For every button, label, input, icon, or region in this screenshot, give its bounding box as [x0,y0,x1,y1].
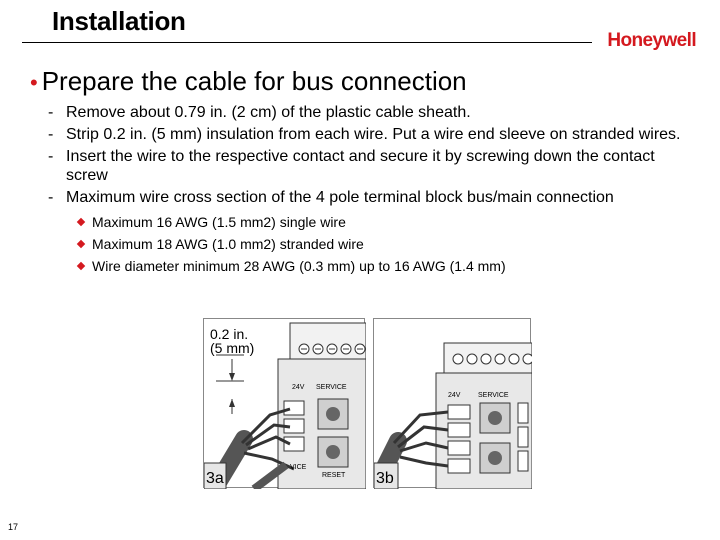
dash-icon: - [48,104,54,121]
dash-icon: - [48,148,54,165]
diamond-bullet-icon [77,262,85,270]
label-24v: 24V [292,384,305,391]
sub-bullet-item [48,188,698,207]
figure-3b-illustration [374,319,532,489]
label-24v: 24V [448,392,461,399]
figure-tag-3a: 3a [206,470,224,487]
sub-bullet-item [48,103,698,122]
dash-icon: - [48,126,54,143]
title-divider [22,42,592,43]
main-bullet-text: Prepare the cable for bus connection [41,66,467,96]
dimension-label-mm: (5 mm) [210,340,255,356]
sub-sub-bullet-list [76,211,698,277]
main-bullet [30,66,467,97]
sub-bullet-list [48,103,698,277]
sub-sub-bullet-text: Maximum 18 AWG (1.0 mm2) stranded wire [92,236,364,252]
figure-3a [203,318,365,488]
sub-sub-bullet-item [76,211,698,233]
sub-sub-bullet-text: Maximum 16 AWG (1.5 mm2) single wire [92,214,346,230]
page-number: 17 [8,522,19,532]
sub-sub-bullet-item [76,255,698,277]
sub-bullet-item [48,147,698,185]
sub-bullet-text: Insert the wire to the respective contact and secure it by screwing down the contact screw [66,148,655,184]
label-service: SERVICE [478,392,509,399]
bullet-dot-icon: • [30,70,38,95]
figure-3a-illustration [204,319,366,489]
sub-sub-bullet-text: Wire diameter minimum 28 AWG (0.3 mm) up to 16 AWG (1.4 mm) [92,258,506,274]
dimension-label-in: 0.2 in. [210,326,249,342]
diamond-bullet-icon [77,240,85,248]
sub-bullet-text: Strip 0.2 in. (5 mm) insulation from each wire. Put a wire end sleeve on stranded wires. [66,126,681,143]
dash-icon: - [48,189,54,206]
label-service: SERVICE [316,384,347,391]
honeywell-logo: Honeywell [607,30,696,51]
figure-tag-3b: 3b [376,470,394,487]
figure-3b [373,318,531,488]
label-vice: VICE [290,464,307,471]
sub-bullet-text: Remove about 0.79 in. (2 cm) of the plastic cable sheath. [66,104,471,121]
label-reset: RESET [322,472,346,479]
sub-bullet-text: Maximum wire cross section of the 4 pole terminal block bus/main connection [66,189,614,206]
diamond-bullet-icon [77,218,85,226]
slide-title: Installation [52,6,186,36]
sub-bullet-item [48,125,698,144]
sub-sub-bullet-item [76,233,698,255]
